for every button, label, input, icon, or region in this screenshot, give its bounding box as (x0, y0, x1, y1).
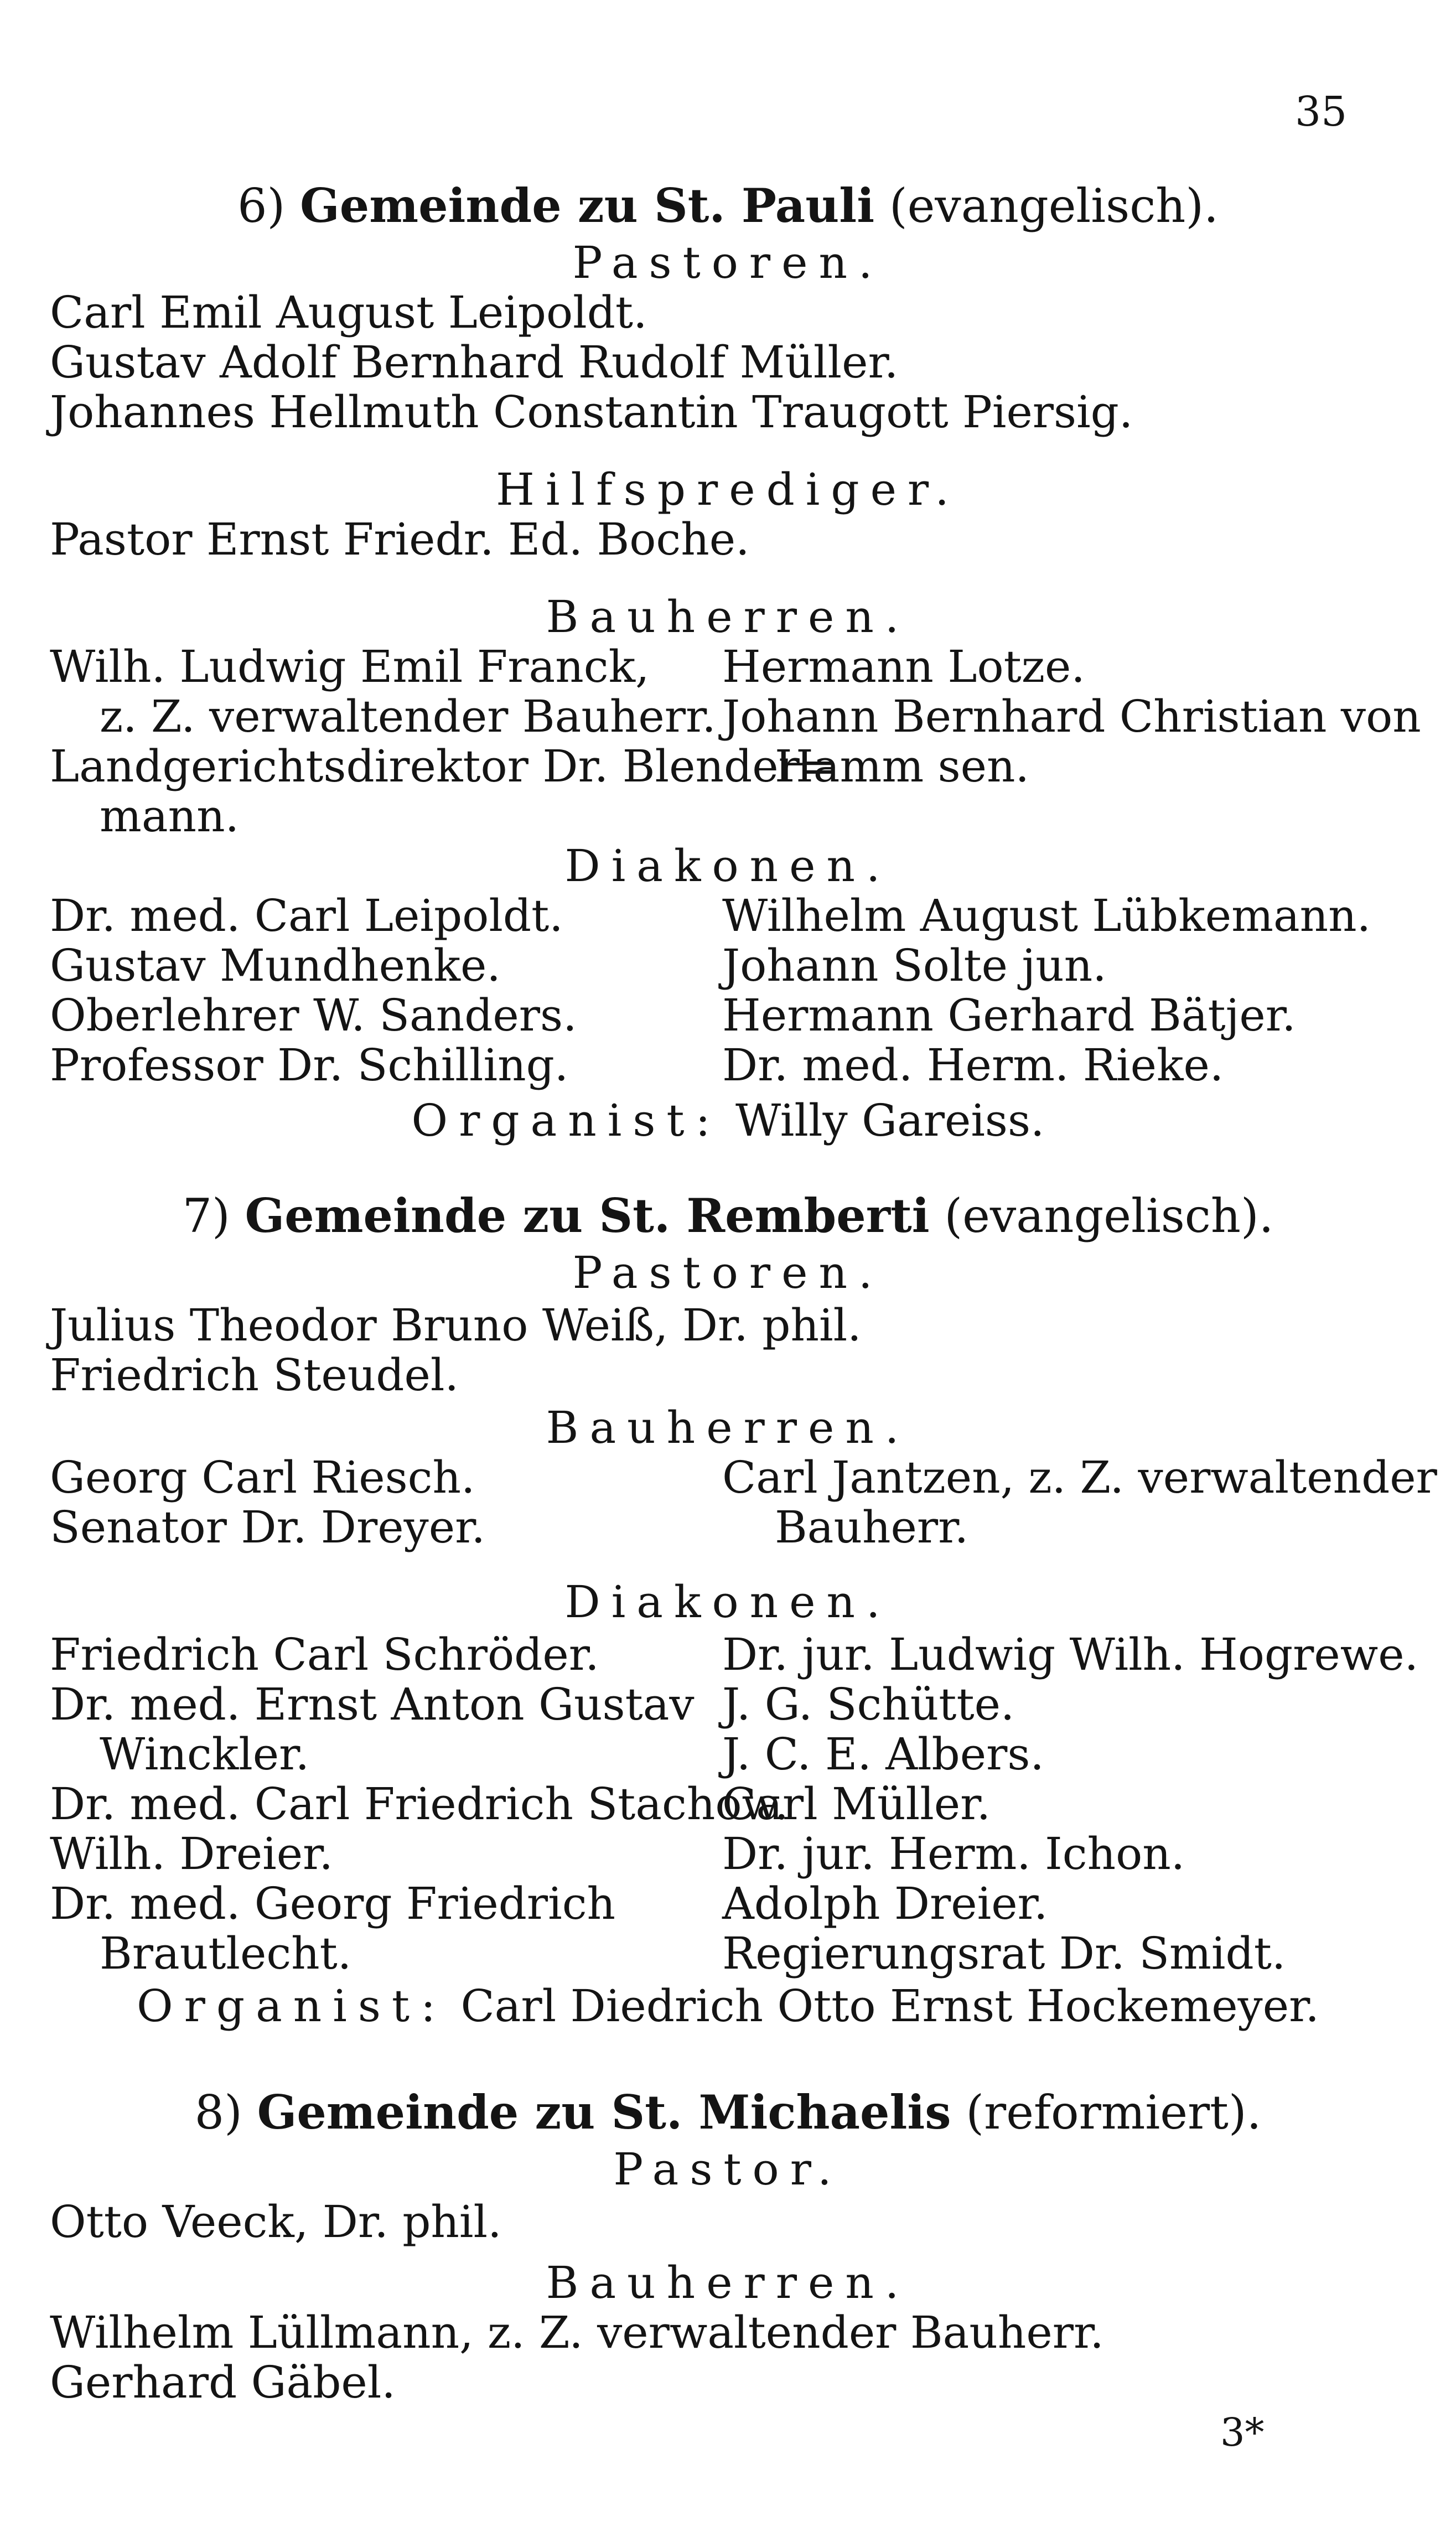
section-7-diakon-left-5: Wilh. Dreier. (50, 1828, 333, 1880)
section-7-diakon-right-3: J. C. E. Albers. (722, 1728, 1044, 1780)
section-7-diakon-left-4: Dr. med. Carl Friedrich Stachow. (50, 1778, 789, 1830)
section-7-diakon-left-3: Winckler. (100, 1728, 310, 1780)
section-6-pastor-3: Johannes Hellmuth Constantin Traugott Piersig. (50, 386, 1133, 438)
section-6-hilfsprediger-1: Pastor Ernst Friedr. Ed. Boche. (50, 514, 750, 565)
section-7-bauherren-title: Bauherren. (546, 1402, 910, 1453)
section-6-organist-name: Willy Gareiss. (735, 1095, 1045, 1146)
section-8-number: 8) (194, 2085, 242, 2140)
section-6-organist-label: Organist: (411, 1095, 722, 1146)
section-6-heading (0, 178, 1456, 233)
section-6-organist (0, 1095, 1456, 1146)
section-7-diakon-left-2: Dr. med. Ernst Anton Gustav (50, 1679, 695, 1730)
section-7-name: Gemeinde zu St. Remberti (245, 1188, 930, 1243)
section-7-diakon-right-5: Dr. jur. Herm. Ichon. (722, 1828, 1185, 1880)
section-6-bauherren-title: Bauherren. (546, 591, 910, 643)
section-8-bauherr-2: Gerhard Gäbel. (50, 2357, 396, 2408)
section-7-diakon-right-2: J. G. Schütte. (722, 1679, 1015, 1730)
section-6-diakon-right-3: Hermann Gerhard Bätjer. (722, 990, 1296, 1041)
section-7-bauherr-left-1: Georg Carl Riesch. (50, 1452, 475, 1503)
section-6-pastor-1: Carl Emil August Leipoldt. (50, 287, 647, 338)
section-6-denomination: (evangelisch). (889, 179, 1219, 233)
section-7-diakon-right-7: Regierungsrat Dr. Smidt. (722, 1928, 1286, 1979)
section-6-bauherr-left-2: z. Z. verwaltender Bauherr. (100, 691, 716, 742)
section-6-bauherr-left-4: mann. (100, 790, 240, 842)
section-6-diakonen-title: Diakonen. (564, 840, 892, 892)
section-6-diakon-right-2: Johann Solte jun. (722, 940, 1107, 991)
section-7-bauherr-right-2: Bauherr. (775, 1502, 968, 1553)
section-6-diakon-left-4: Professor Dr. Schilling. (50, 1039, 569, 1091)
section-7-heading (0, 1188, 1456, 1243)
section-6-diakon-left-3: Oberlehrer W. Sanders. (50, 990, 577, 1041)
section-7-bauherr-left-2: Senator Dr. Dreyer. (50, 1502, 485, 1553)
section-7-diakon-left-1: Friedrich Carl Schröder. (50, 1629, 599, 1680)
section-6-hilfsprediger-title: Hilfsprediger. (496, 464, 960, 515)
section-6-diakon-right-1: Wilhelm August Lübkemann. (722, 890, 1371, 941)
section-8-denomination: (reformiert). (966, 2085, 1262, 2140)
section-6-diakon-left-2: Gustav Mundhenke. (50, 940, 501, 991)
section-7-organist (0, 1980, 1456, 2032)
section-7-denomination: (evangelisch). (944, 1189, 1274, 1243)
section-6-diakon-right-4: Dr. med. Herm. Rieke. (722, 1039, 1224, 1091)
section-7-diakon-left-7: Brautlecht. (100, 1928, 352, 1979)
section-8-pastor-title: Pastor. (613, 2143, 843, 2195)
section-8-bauherren-title: Bauherren. (546, 2257, 910, 2308)
section-7-pastor-1: Julius Theodor Bruno Weiß, Dr. phil. (50, 1299, 862, 1351)
section-6-bauherr-right-3: Hamm sen. (775, 741, 1029, 792)
section-6-bauherr-right-1: Hermann Lotze. (722, 641, 1085, 692)
section-7-diakon-right-6: Adolph Dreier. (722, 1878, 1048, 1929)
section-7-diakon-right-1: Dr. jur. Ludwig Wilh. Hogrewe. (722, 1629, 1419, 1680)
section-7-pastoren-title: Pastoren. (572, 1247, 884, 1298)
section-6-pastoren-title: Pastoren. (572, 237, 884, 288)
section-6-pastor-2: Gustav Adolf Bernhard Rudolf Müller. (50, 336, 899, 388)
section-7-diakon-left-6: Dr. med. Georg Friedrich (50, 1878, 616, 1929)
section-7-organist-name: Carl Diedrich Otto Ernst Hockemeyer. (460, 1980, 1319, 2032)
section-6-bauherr-left-3: Landgerichtsdirektor Dr. Blender= (50, 741, 837, 792)
signature-mark: 3* (1220, 2410, 1265, 2455)
section-6-bauherr-right-2: Johann Bernhard Christian von (722, 691, 1421, 742)
page-number: 35 (1295, 88, 1348, 136)
section-6-diakon-left-1: Dr. med. Carl Leipoldt. (50, 890, 563, 941)
section-8-heading (0, 2085, 1456, 2140)
section-7-number: 7) (182, 1189, 230, 1243)
section-7-diakon-right-4: Carl Müller. (722, 1778, 991, 1830)
section-8-name: Gemeinde zu St. Michaelis (257, 2085, 951, 2140)
section-6-number: 6) (237, 179, 286, 233)
section-7-organist-label: Organist: (137, 1980, 447, 2032)
section-8-pastor-1: Otto Veeck, Dr. phil. (50, 2196, 502, 2248)
section-7-bauherr-right-1: Carl Jantzen, z. Z. verwaltender (722, 1452, 1437, 1503)
section-7-diakonen-title: Diakonen. (564, 1576, 892, 1628)
section-6-name: Gemeinde zu St. Pauli (300, 178, 875, 233)
section-6-bauherr-left-1: Wilh. Ludwig Emil Franck, (50, 641, 650, 692)
section-7-pastor-2: Friedrich Steudel. (50, 1349, 459, 1401)
section-8-bauherr-1: Wilhelm Lüllmann, z. Z. verwaltender Bauherr. (50, 2307, 1104, 2358)
